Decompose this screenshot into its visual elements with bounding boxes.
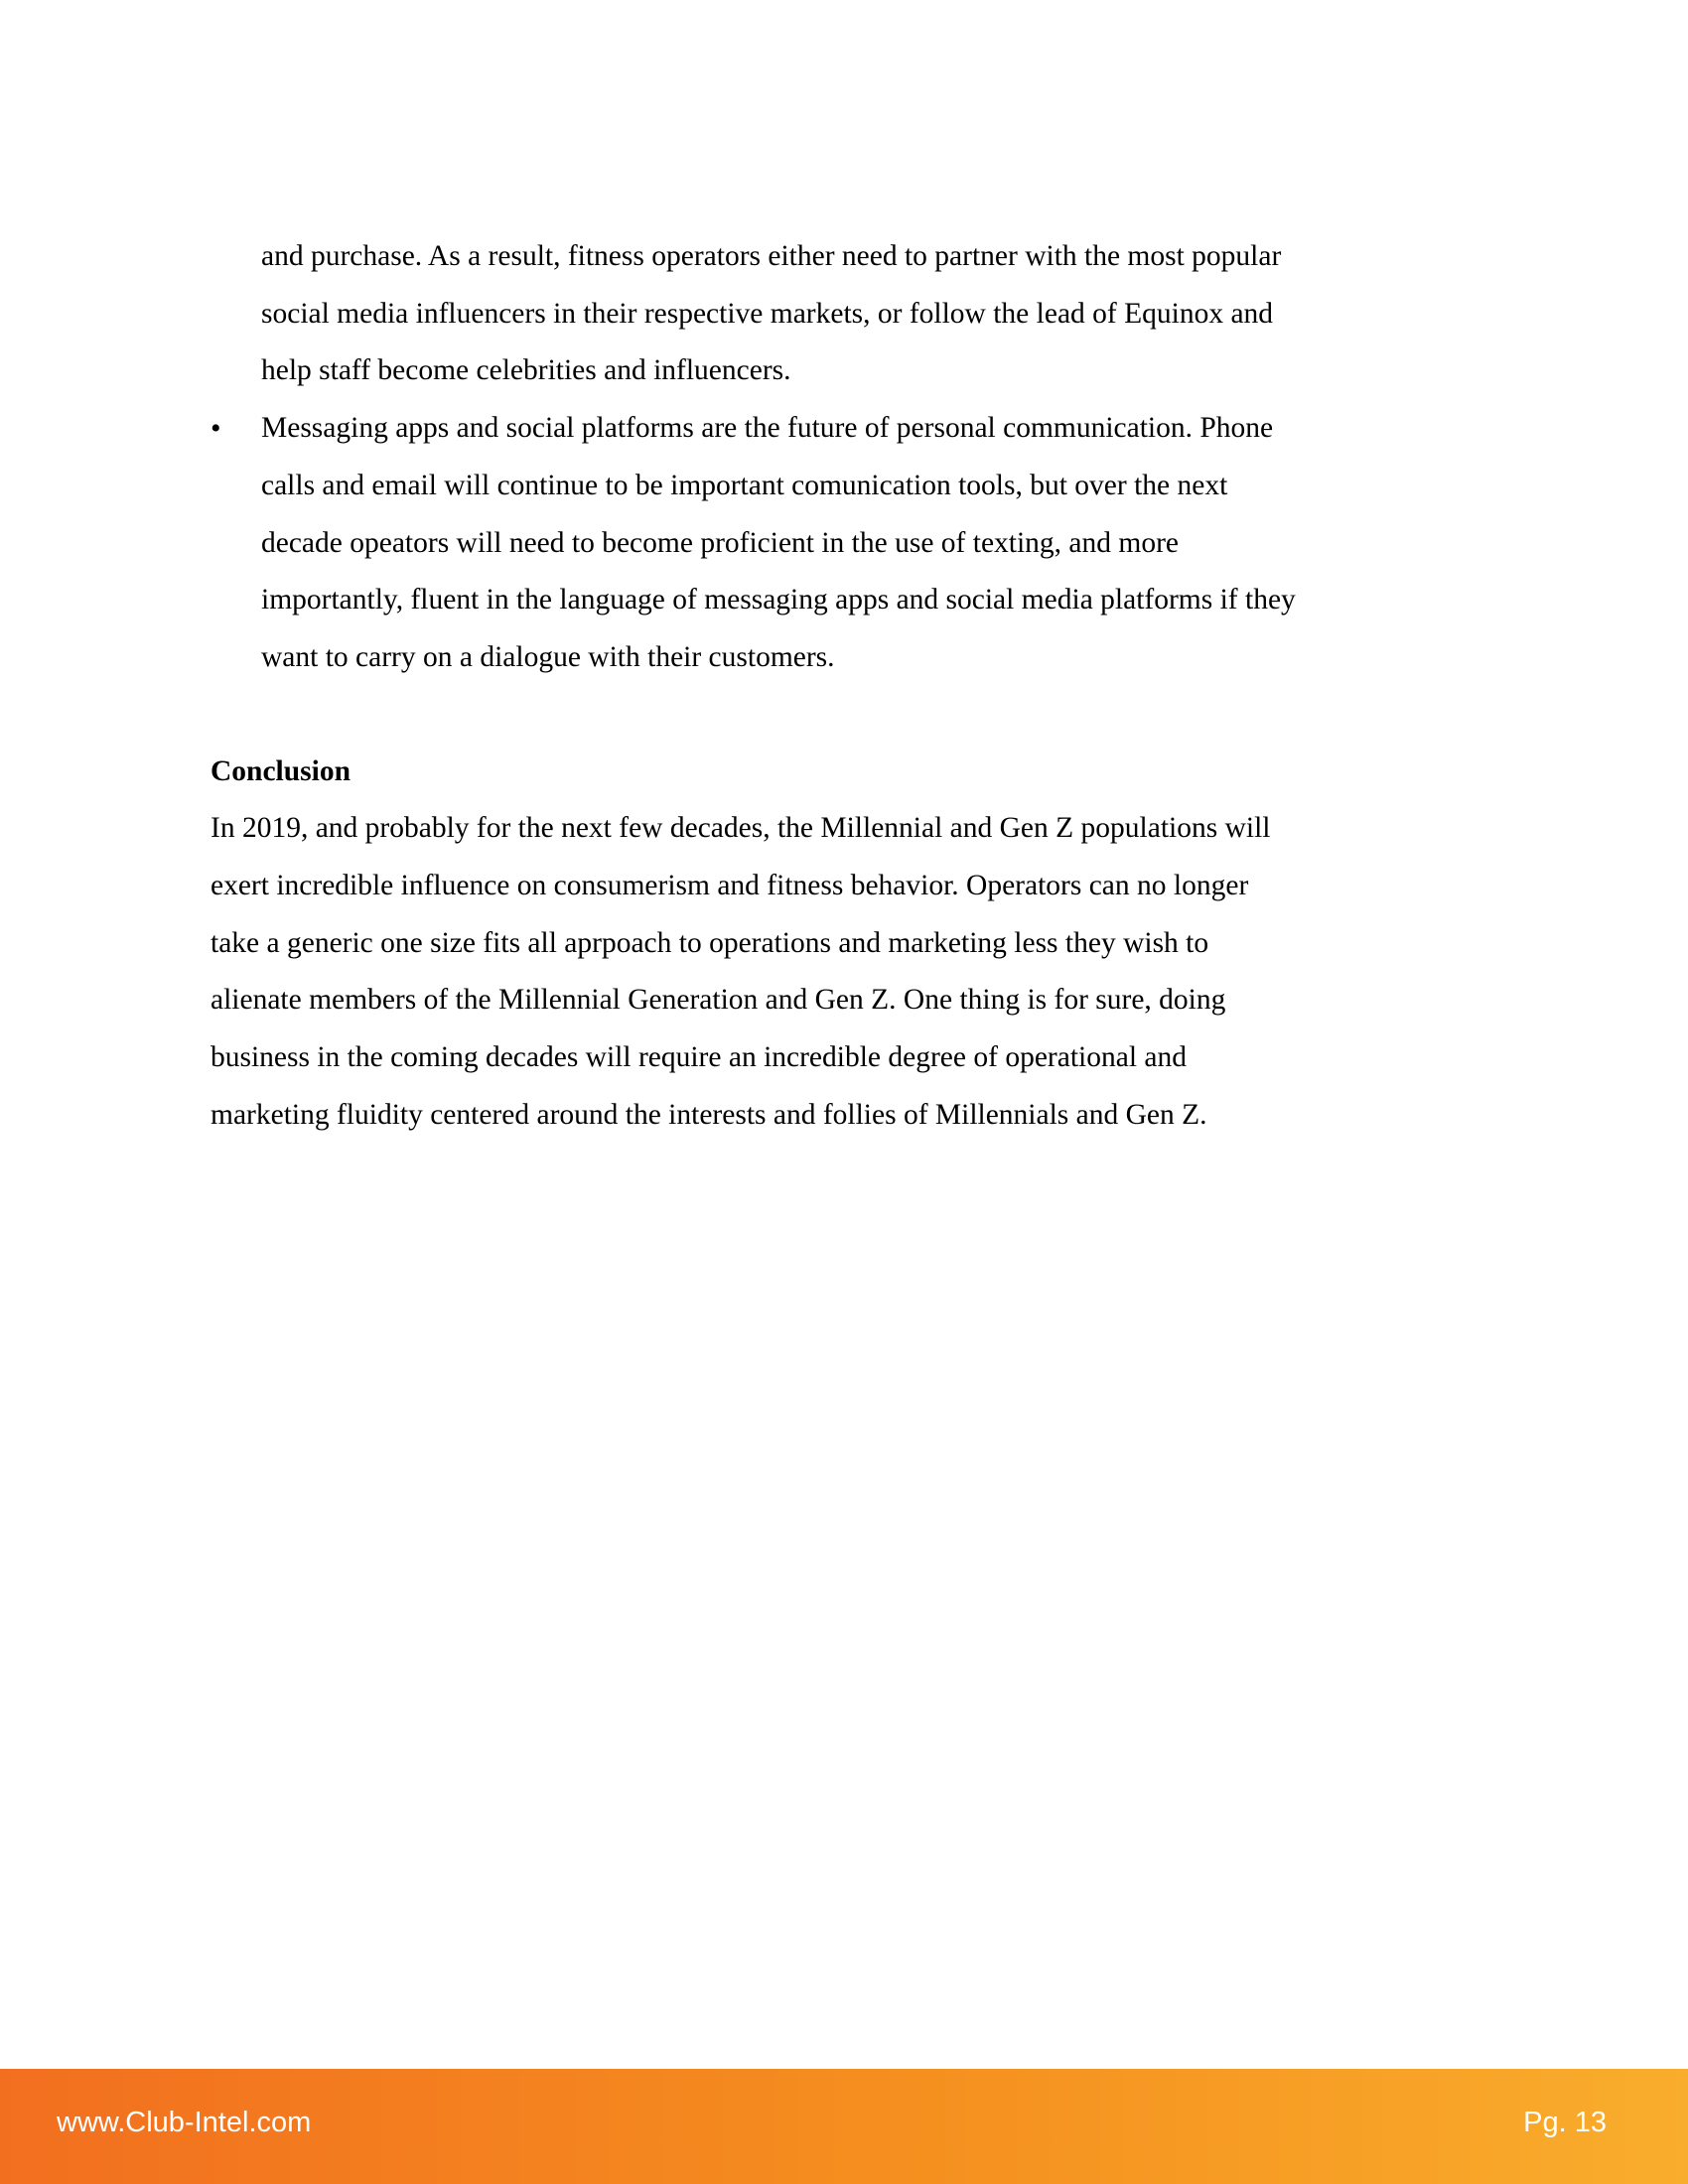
conclusion-heading: Conclusion [211,754,351,787]
paragraph-line: want to carry on a dialogue with their customers. [261,640,835,673]
footer-website-link[interactable]: www.Club-Intel.com [57,2107,312,2138]
page-number: Pg. 13 [1523,2107,1607,2138]
paragraph-line: and purchase. As a result, fitness operators either need to partner with the most popular [261,240,1282,272]
paragraph-line: decade opeators will need to become proficient in the use of texting, and more [261,526,1180,559]
bullet-icon: • [211,412,221,446]
paragraph-line: alienate members of the Millennial Generation and Gen Z. One thing is for sure, doing [211,984,1226,1017]
bullet-item-messaging [211,400,1501,687]
paragraph-line: help staff become celebrities and influencers. [261,354,791,387]
paragraph-line: business in the coming decades will require an incredible degree of operational and [211,1041,1187,1074]
conclusion-paragraph [211,800,1501,1144]
bullet-list [211,228,1501,687]
paragraph-line: calls and email will continue to be important comunication tools, but over the next [261,469,1228,501]
paragraph-line: Messaging apps and social platforms are the future of personal communication. Phone [261,412,1274,445]
paragraph-line: importantly, fluent in the language of messaging apps and social media platforms if they [261,584,1296,616]
page-footer [0,2069,1688,2184]
bullet-item-influencers [211,228,1501,400]
paragraph-line: In 2019, and probably for the next few decades, the Millennial and Gen Z populations will [211,812,1271,845]
paragraph-line: social media influencers in their respective markets, or follow the lead of Equinox and [261,297,1274,330]
document-body [211,228,1501,1145]
paragraph-line: exert incredible influence on consumerism and fitness behavior. Operators can no longer [211,870,1249,902]
paragraph-line: marketing fluidity centered around the interests and follies of Millennials and Gen Z. [211,1098,1207,1131]
paragraph-line: take a generic one size fits all aprpoach to operations and marketing less they wish to [211,926,1209,959]
